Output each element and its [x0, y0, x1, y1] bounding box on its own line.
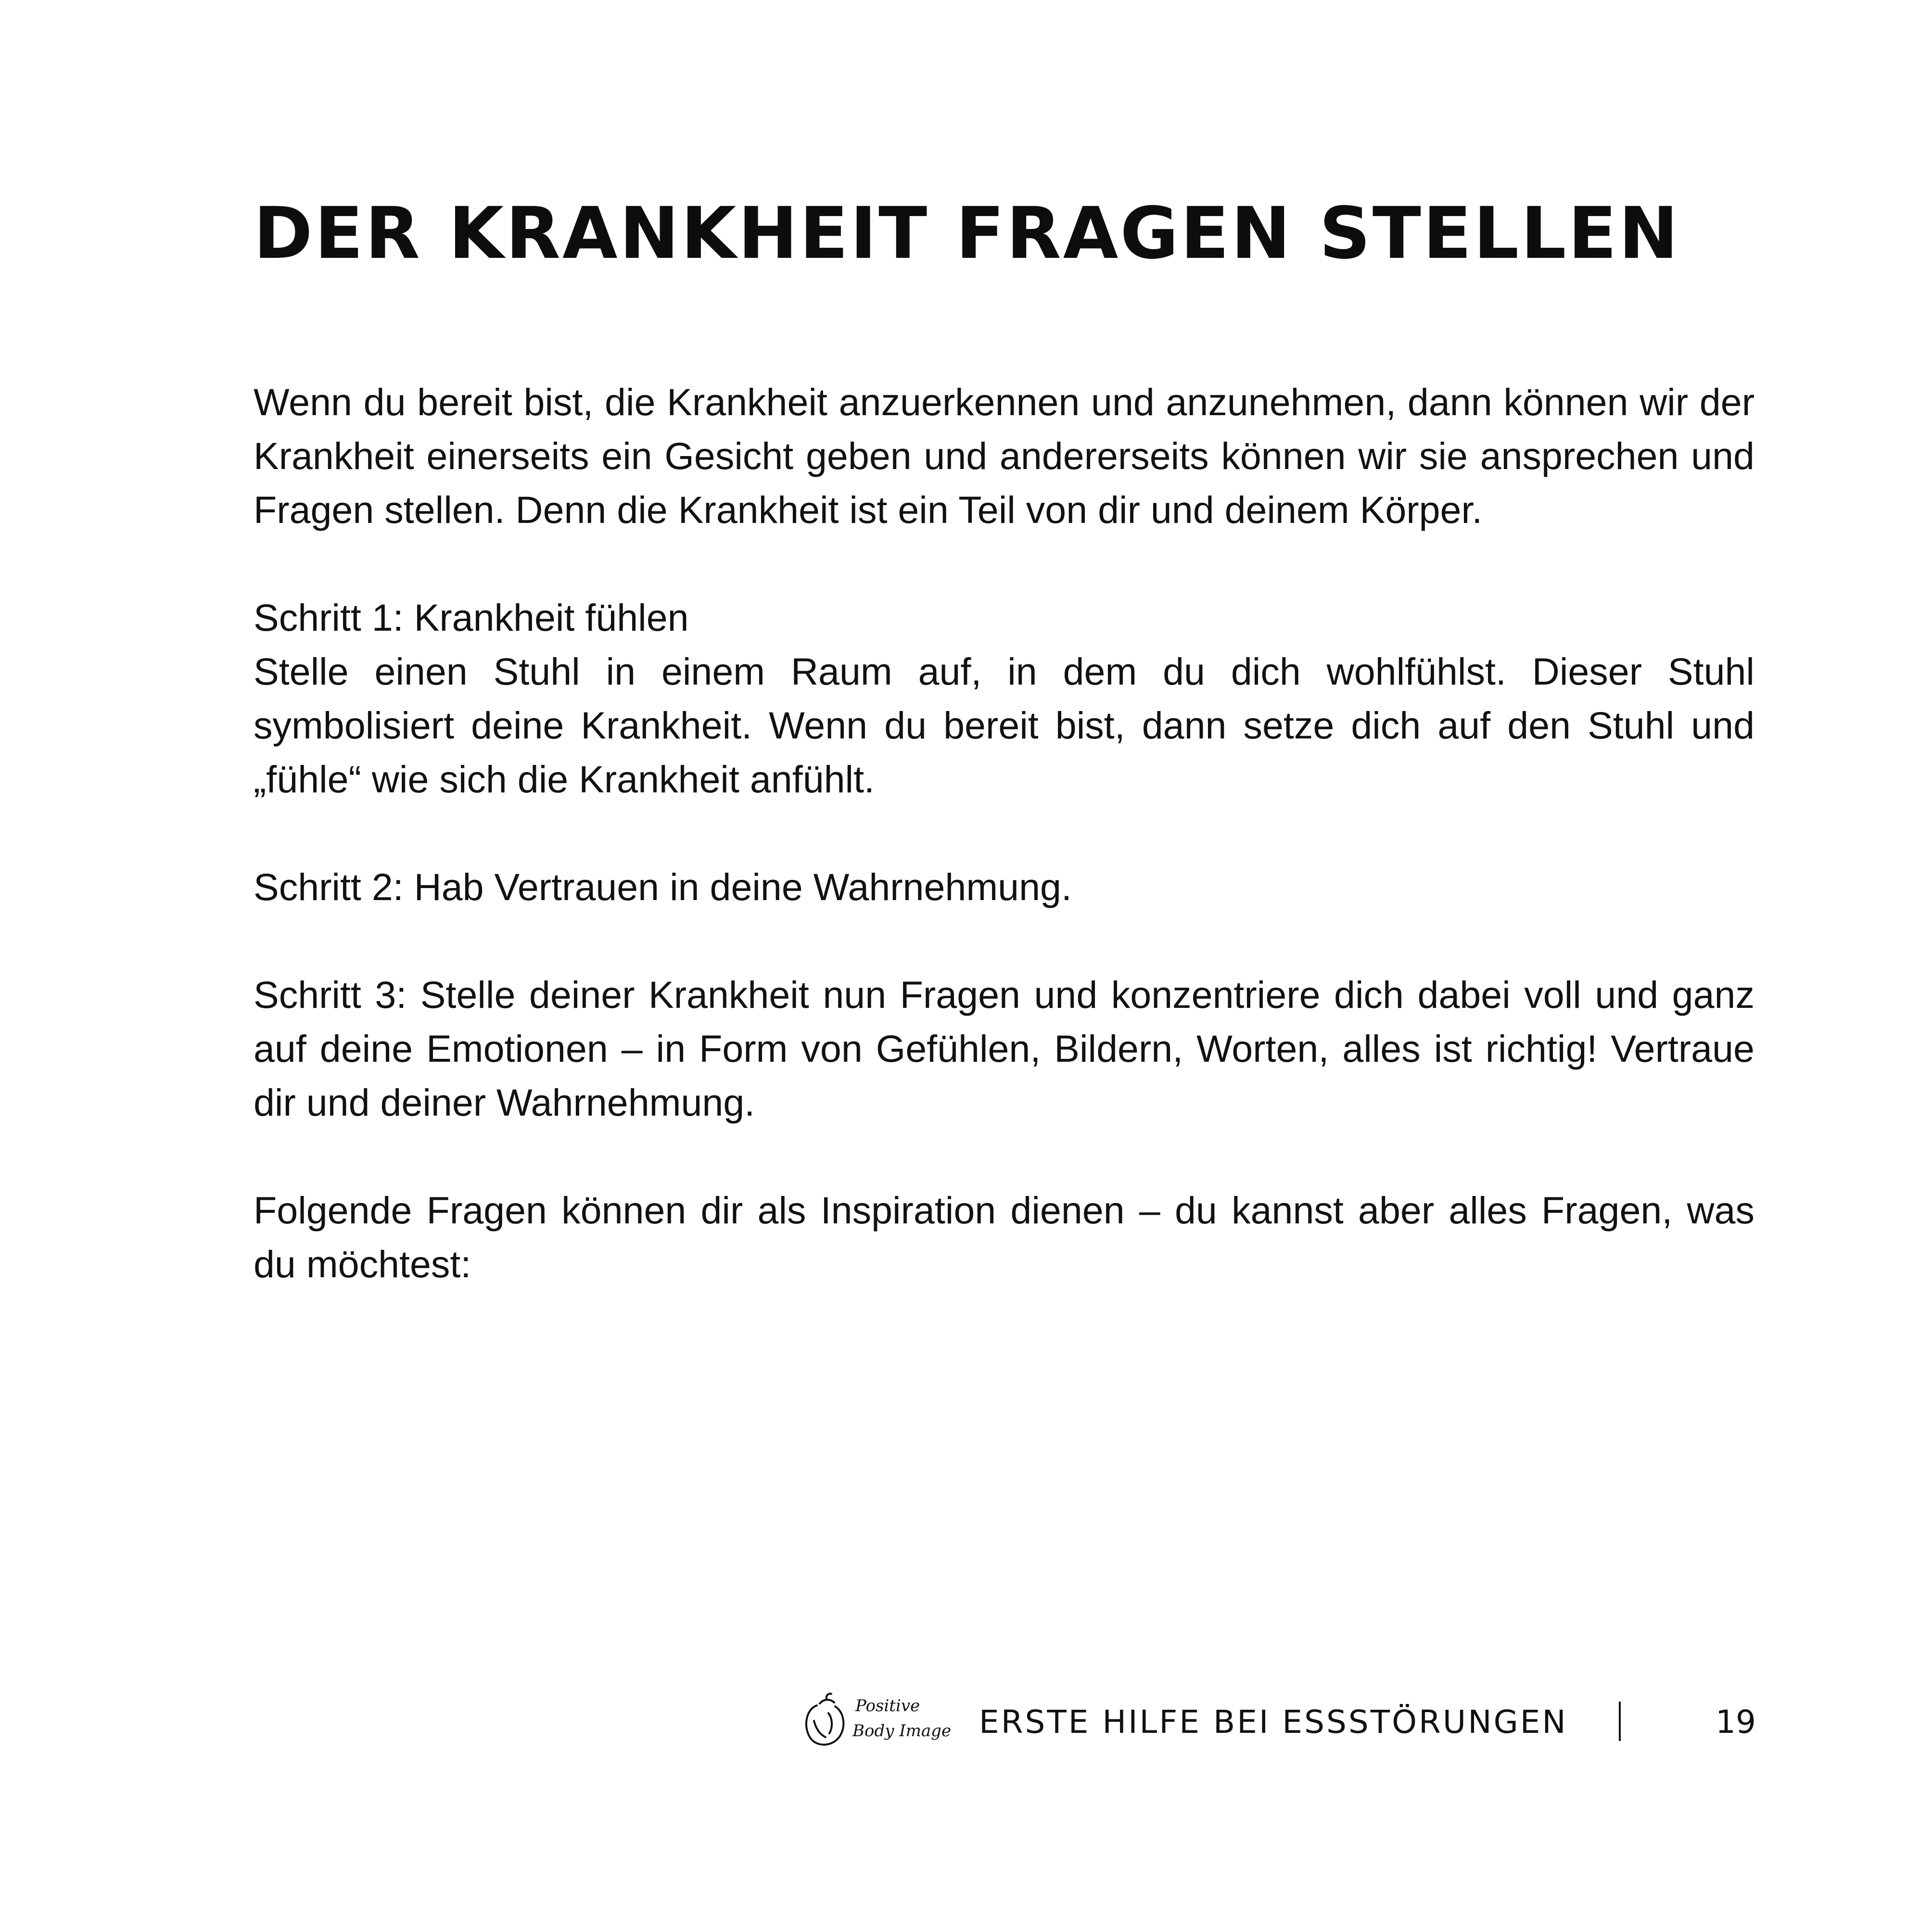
step-1-text: Stelle einen Stuhl in einem Raum auf, in dem du dich wohlfühlst. Dieser Stuhl symbolisiert deine Krankheit. Wenn du bereit bist, dann setze dich auf den Stuhl und „fühle“ wie sich die Krankheit anfühlt. — [254, 650, 1754, 801]
closing-paragraph: Folgende Fragen können dir als Inspiration dienen – du kannst aber alles Fragen, was du möchtest: — [254, 1189, 1754, 1285]
step-2: Schritt 2: Hab Vertrauen in deine Wahrnehmung. — [254, 865, 1072, 908]
page-title: DER KRANKHEIT FRAGEN STELLEN — [254, 192, 1680, 275]
intro-paragraph: Wenn du bereit bist, die Krankheit anzuerkennen und anzunehmen, dann können wir der Krankheit einerseits ein Gesicht geben und andererseits können wir sie ansprechen und Fragen stellen. Denn die Krankheit ist ein Teil von dir und deinem Körper. — [254, 381, 1754, 531]
svg-text:Body Image: Body Image — [852, 1721, 952, 1741]
page-number: 19 — [1716, 1703, 1756, 1741]
page-content — [254, 375, 1754, 1291]
page-footer — [799, 1686, 1756, 1754]
svg-text:Positive: Positive — [855, 1696, 920, 1716]
positive-body-image-logo — [799, 1686, 953, 1754]
footer-separator — [1619, 1702, 1621, 1741]
step-1-heading: Schritt 1: Krankheit fühlen — [254, 596, 689, 639]
book-title: ERSTE HILFE BEI ESSSTÖRUNGEN — [979, 1703, 1568, 1741]
step-1 — [254, 591, 1754, 806]
step-3: Schritt 3: Stelle deiner Krankheit nun Fragen und konzentriere dich dabei voll und ganz auf deine Emotionen – in Form von Gefühlen, Bildern, Worten, alles ist richtig! Vertraue dir und deiner Wahrnehmung. — [254, 973, 1754, 1124]
